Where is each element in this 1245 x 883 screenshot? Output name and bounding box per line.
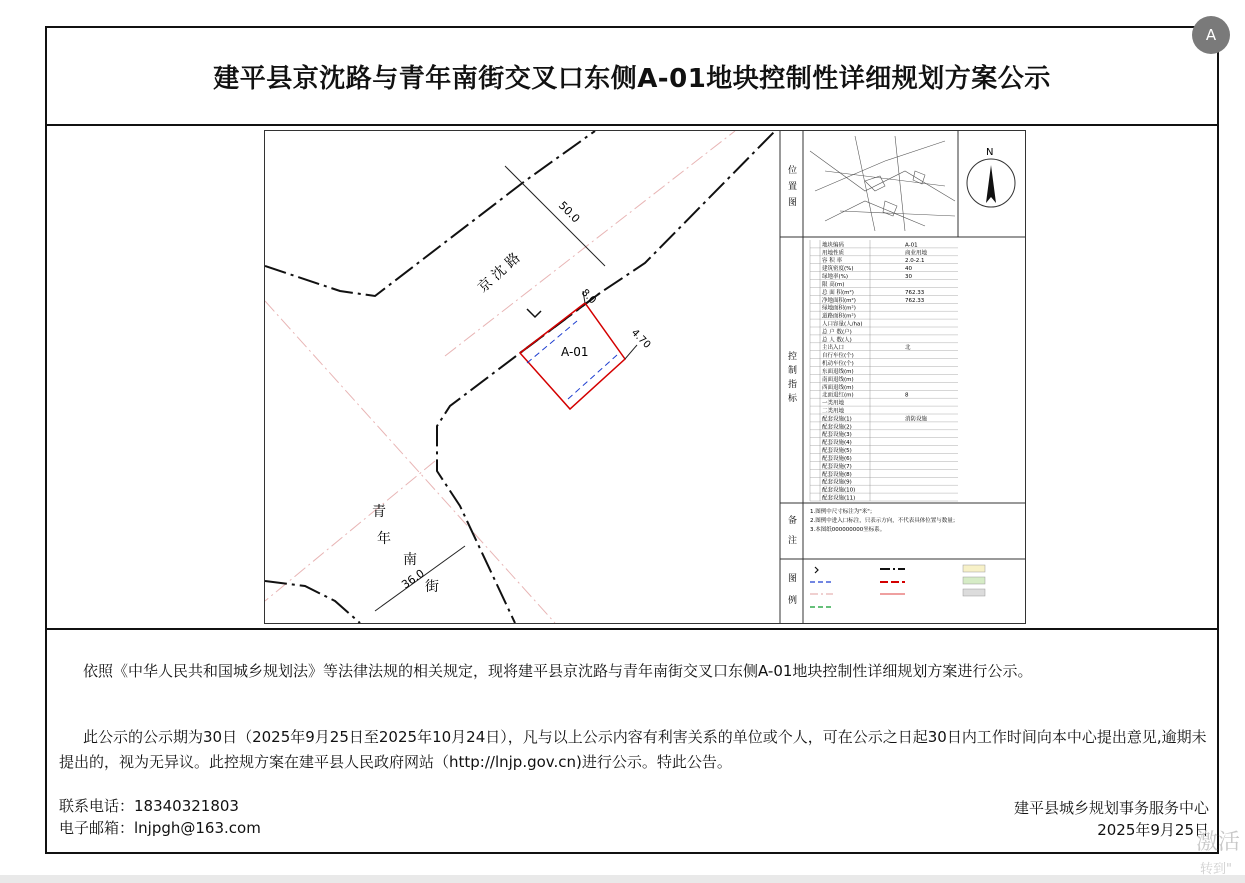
indicator-key: 西面退线(m) bbox=[822, 384, 854, 391]
indicator-key: 机动车位(个) bbox=[822, 361, 854, 368]
indicator-value: 消防设施 bbox=[905, 416, 928, 423]
setback-dimension-right bbox=[625, 345, 637, 359]
indicator-key: 配套设施(11) bbox=[822, 495, 856, 502]
road2-char-4: 街 bbox=[425, 579, 439, 595]
indicator-key: 北面退红(m) bbox=[822, 392, 854, 399]
svg-text:指: 指 bbox=[788, 380, 798, 390]
indicator-key: 绿地率(%) bbox=[822, 274, 849, 281]
indicator-key: 限 高(m) bbox=[822, 281, 845, 288]
indicator-key: 东面退线(m) bbox=[822, 368, 854, 375]
svg-text:控: 控 bbox=[788, 352, 798, 362]
indicator-key: 容 积 率 bbox=[822, 258, 842, 265]
indicator-key: 配套设施(4) bbox=[822, 440, 852, 447]
signature-org: 建平县城乡规划事务服务中心 bbox=[1013, 799, 1209, 817]
indicator-key: 配套设施(9) bbox=[822, 479, 852, 486]
svg-text:位: 位 bbox=[788, 166, 798, 176]
setback-right-label: 4.70 bbox=[628, 327, 653, 351]
road1-width-dimension bbox=[505, 166, 605, 266]
activation-watermark: 激活 bbox=[1196, 830, 1241, 855]
indicator-key: 配套设施(10) bbox=[822, 487, 856, 494]
road2-char-2: 年 bbox=[377, 531, 391, 547]
svg-text:备: 备 bbox=[788, 516, 798, 526]
indicator-key: 二类用地 bbox=[822, 408, 845, 415]
indicator-value: 762.33 bbox=[905, 297, 925, 304]
notes-list bbox=[810, 507, 958, 533]
indicator-value: 商业用地 bbox=[905, 250, 928, 257]
road2-east-edge bbox=[437, 293, 600, 623]
indicator-value: 2.0-2.1 bbox=[905, 258, 925, 265]
signature-date: 2025年9月25日 bbox=[1097, 821, 1209, 839]
indicator-value: 40 bbox=[905, 266, 912, 273]
indicator-key: 道路面积(m²) bbox=[822, 313, 856, 320]
road2-west-edge bbox=[265, 581, 360, 623]
indicator-table bbox=[810, 240, 958, 502]
notice-paragraph-2: 此公示的公示期为30日（2025年9月25日至2025年10月24日），凡与以上公示内容有利害关系的单位或个人，可在公示之日起30日内工作时间向本中心提出意见,逾期未提出的，视为无异议。此控规方案在建平县人民政府网站（http://lnjp.gov.cn)进行公示。特此公告。 bbox=[59, 728, 1207, 771]
notice-paragraph-1: 依照《中华人民共和国城乡规划法》等法律法规的相关规定，现将建平县京沈路与青年南街交叉口东侧A-01地块控制性详细规划方案进行公示。 bbox=[83, 662, 1033, 680]
contact-email: 电子邮箱：lnjpgh@163.com bbox=[59, 819, 261, 837]
location-mini-map bbox=[810, 136, 955, 231]
road1-south-edge bbox=[520, 131, 775, 353]
indicator-key: 绿地面积(m²) bbox=[822, 305, 856, 312]
note-line: 2.图例中进入口标注，只表示方向，不代表具体位置与数量； bbox=[810, 518, 959, 524]
indicator-key: 配套设施(6) bbox=[822, 455, 852, 462]
svg-text:制: 制 bbox=[788, 366, 798, 376]
indicator-value: 8 bbox=[905, 392, 909, 399]
indicator-value: 762.33 bbox=[905, 289, 925, 296]
indicator-key: 人口容量(人/ha) bbox=[822, 321, 863, 328]
indicator-key: 配套设施(1) bbox=[822, 416, 852, 423]
road2-char-1: 青 bbox=[372, 504, 386, 520]
planning-drawing bbox=[264, 130, 1026, 624]
road1-north-edge bbox=[265, 131, 595, 296]
indicator-key: 总 户 数(户) bbox=[822, 329, 852, 336]
indicator-key: 配套设施(5) bbox=[822, 448, 852, 455]
indicator-key: 一类用地 bbox=[822, 400, 845, 407]
svg-text:置: 置 bbox=[788, 182, 798, 192]
svg-text:图: 图 bbox=[788, 198, 798, 208]
contact-block bbox=[59, 795, 261, 839]
indicator-key: 南面退线(m) bbox=[822, 376, 854, 383]
road2-char-3: 南 bbox=[403, 552, 417, 568]
ai-icon: A bbox=[1205, 26, 1217, 44]
indicator-key: 配套设施(8) bbox=[822, 471, 852, 478]
notes-side-label bbox=[788, 514, 797, 546]
indicator-value: 30 bbox=[905, 274, 912, 281]
north-label: N bbox=[986, 147, 994, 158]
indicator-key: 自行车位(个) bbox=[822, 353, 854, 360]
indicator-key: 建筑密度(%) bbox=[822, 266, 854, 273]
road1-name: 京 沈 路 bbox=[474, 250, 524, 296]
indicator-key: 用地性质 bbox=[822, 250, 845, 257]
notice-frame bbox=[45, 26, 1219, 854]
indicator-key: 配套设施(7) bbox=[822, 463, 852, 470]
contact-phone: 联系电话：18340321803 bbox=[59, 797, 239, 815]
drawing-divider bbox=[47, 628, 1217, 630]
road1-width-label: 50.0 bbox=[555, 198, 583, 226]
road1-centerline bbox=[445, 131, 735, 356]
svg-text:例: 例 bbox=[788, 596, 798, 606]
legend-items bbox=[810, 565, 985, 607]
entrance-arrow-icon bbox=[527, 309, 541, 317]
activation-watermark-sub: 转到" bbox=[1200, 862, 1232, 877]
location-side-label bbox=[788, 164, 797, 208]
indicators-side-label bbox=[788, 350, 798, 404]
indicator-key: 地块编码 bbox=[822, 242, 845, 249]
plot-setback-line-south bbox=[568, 355, 617, 399]
north-arrow-icon bbox=[986, 165, 996, 203]
indicator-key: 配套设施(3) bbox=[822, 432, 852, 439]
svg-text:注: 注 bbox=[788, 536, 798, 546]
planning-map bbox=[265, 131, 1025, 623]
title-divider bbox=[47, 124, 1217, 126]
indicator-key: 配套设施(2) bbox=[822, 424, 852, 431]
page-title: 建平县京沈路与青年南街交叉口东侧A-01地块控制性详细规划方案公示 bbox=[213, 63, 1051, 94]
svg-text:标: 标 bbox=[788, 394, 798, 404]
svg-text:图: 图 bbox=[788, 574, 798, 584]
legend-side-label bbox=[788, 573, 797, 606]
road2-width-label: 36.0 bbox=[399, 566, 427, 592]
indicator-key: 主出入口 bbox=[822, 345, 845, 352]
indicator-value: 北 bbox=[905, 345, 911, 352]
indicator-value: A-01 bbox=[905, 242, 918, 249]
note-line: 3.本图纸000000000坐标系。 bbox=[810, 527, 886, 533]
plot-label: A-01 bbox=[561, 345, 589, 359]
signature-block bbox=[1014, 797, 1209, 841]
indicator-key: 净地面积(m²) bbox=[822, 297, 856, 304]
ai-assistant-button[interactable] bbox=[1192, 16, 1230, 54]
setback-top-label: 8.0 bbox=[578, 287, 598, 307]
note-line: 1.图例中尺寸标注为"米"； bbox=[810, 509, 876, 515]
indicator-key: 总 面 积(m²) bbox=[822, 289, 854, 296]
indicator-key: 总 人 数(人) bbox=[822, 337, 852, 344]
